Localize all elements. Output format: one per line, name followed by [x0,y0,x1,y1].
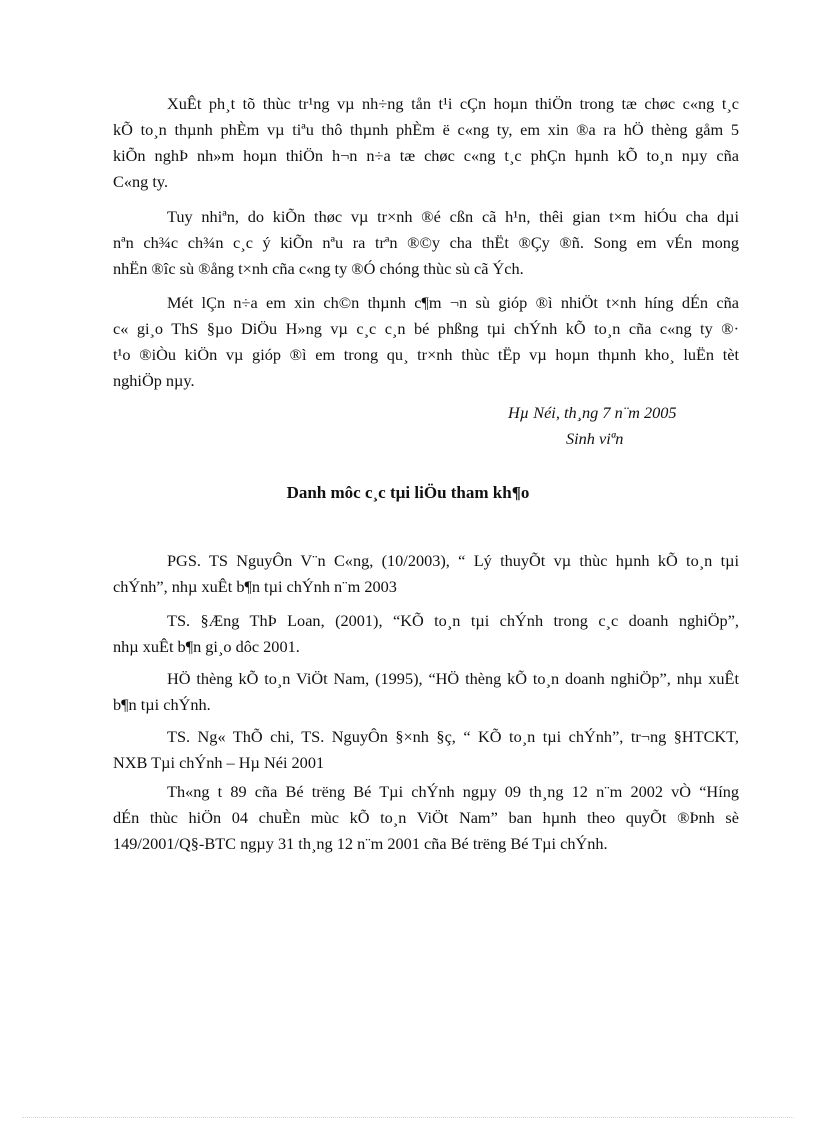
reference-item [113,779,739,857]
text-line: kiÕn nghÞ nh»m hoµn thiÖn h¬n n÷a tæ chøc c«ng t¸c phÇn hµnh kÕ to¸n nµy cña [113,146,739,165]
text-line: Th«ng t 89 cña Bé trëng Bé Tµi chÝnh ngµy 09 th¸ng 12 n¨m 2002 vÒ “Híng [167,782,739,801]
text-line: TS. Ng« ThÕ chi, TS. NguyÔn §×nh §ç, “ KÕ to¸n tµi chÝnh”, tr¬ng §HTCKT, [167,727,739,746]
page-bottom-divider [22,1117,794,1118]
text-line: TS. §Æng ThÞ Loan, (2001), “KÕ to¸n tµi chÝnh trong c¸c doanh nghiÖp”, [167,611,739,630]
text-line: Tuy nhiªn, do kiÕn thøc vµ tr×nh ®é cßn cã h¹n, thêi gian t×m hiÓu cha dµi [167,207,739,226]
text-line: kÕ to¸n thµnh phÈm vµ tiªu thô thµnh phÈm ë c«ng ty, em xin ®a ra hÖ thèng gåm 5 [113,120,739,139]
text-line: nhµ xuÊt b¶n gi¸o dôc 2001. [113,637,300,656]
references-title: Danh môc c¸c tµi liÖu tham kh¶o [286,483,530,502]
text-line: nhËn ®îc sù ®ång t×nh cña c«ng ty ®Ó chóng thùc sù cã Ých. [113,259,524,278]
text-line: nªn ch¾c ch¾n c¸c ý kiÕn nªu ra trªn ®©y cha thËt ®Çy ®ñ. Song em vÉn mong [113,233,739,252]
signature-role: Sinh viªn [566,429,624,448]
text-line: XuÊt ph¸t tõ thùc tr¹ng vµ nh÷ng tån t¹i cÇn hoµn thiÖn trong tæ chøc c«ng t¸c [167,94,739,113]
paragraph-conclusion-2 [113,204,739,282]
text-line: t¹o ®iÒu kiÖn vµ gióp ®ì em trong qu¸ tr×nh thùc tËp vµ hoµn thµnh kho¸ luËn tèt [113,345,739,364]
text-line: C«ng ty. [113,172,169,191]
text-line: b¶n tµi chÝnh. [113,695,211,714]
text-line: PGS. TS NguyÔn V¨n C«ng, (10/2003), “ Lý thuyÕt vµ thùc hµnh kÕ to¸n tµi [167,551,739,570]
paragraph-thanks [113,290,739,394]
text-line: 149/2001/Q§-BTC ngµy 31 th¸ng 12 n¨m 2001 cña Bé trëng Bé Tµi chÝnh. [113,834,608,853]
text-line: NXB Tµi chÝnh – Hµ Néi 2001 [113,753,325,772]
signature-place-date: Hµ Néi, th¸ng 7 n¨m 2005 [508,403,677,422]
paragraph-conclusion-1 [113,91,739,195]
reference-item [113,666,739,718]
reference-item [113,548,739,600]
text-line: Mét lÇn n÷a em xin ch©n thµnh c¶m ¬n sù gióp ®ì nhiÖt t×nh híng dÉn cña [167,293,739,312]
text-line: chÝnh”, nhµ xuÊt b¶n tµi chÝnh n¨m 2003 [113,577,397,596]
reference-item [113,608,739,660]
text-line: HÖ thèng kÕ to¸n ViÖt Nam, (1995), “HÖ thèng kÕ to¸n doanh nghiÖp”, nhµ xuÊt [167,669,739,688]
text-line: dÉn thùc hiÖn 04 chuÈn mùc kÕ to¸n ViÖt Nam” ban hµnh theo quyÕt ®Þnh sè [113,808,739,827]
reference-item [113,724,739,776]
text-line: nghiÖp nµy. [113,371,195,390]
text-line: c« gi¸o ThS §µo DiÖu H»ng vµ c¸c c¸n bé phßng tµi chÝnh kÕ to¸n cña c«ng ty ®· [113,319,739,338]
